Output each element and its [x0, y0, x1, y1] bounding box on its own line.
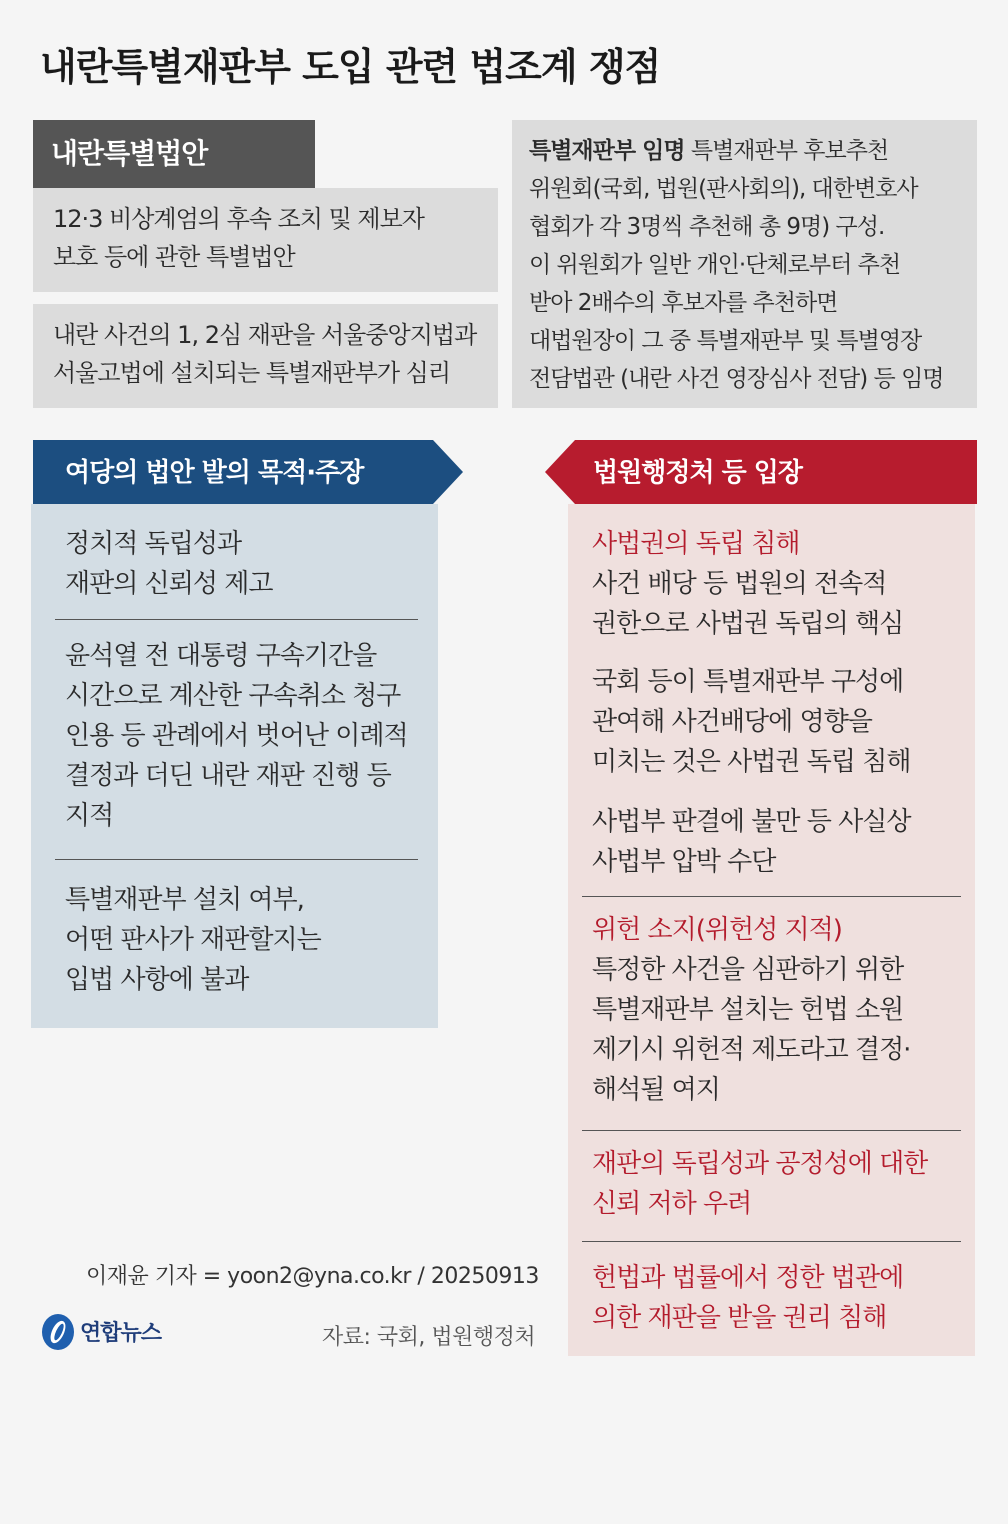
yonhap-logo-icon	[40, 1312, 76, 1352]
section-title: 사법권의 독립 침해	[592, 529, 800, 559]
court-admin-banner	[545, 440, 977, 504]
appointment-line: 받아 2배수의 후보자를 추천하면	[529, 290, 838, 316]
appointment-line: 특별재판부 후보추천	[684, 138, 889, 164]
appointment-label: 특별재판부 임명	[529, 138, 685, 164]
bill-scope-line: 내란 사건의 1, 2심 재판을 서울중앙지법과	[53, 321, 477, 349]
ruling-party-point: 특별재판부 설치 여부, 어떤 판사가 재판할지는 입법 사항에 불과	[65, 885, 321, 995]
appointment-line: 위원회(국회, 법원(판사회의), 대한변호사	[529, 176, 918, 202]
bill-summary-box	[33, 188, 498, 292]
divider	[582, 1130, 961, 1131]
court-admin-section: 헌법과 법률에서 정한 법관에 의한 재판을 받을 권리 침해	[592, 1263, 904, 1333]
ruling-party-point: 정치적 독립성과 재판의 신뢰성 제고	[65, 529, 273, 599]
appointment-line: 전담법관 (내란 사건 영장심사 전담) 등 임명	[529, 366, 944, 392]
bill-summary-line: 12·3 비상계엄의 후속 조치 및 제보자	[53, 205, 424, 233]
logo-text: 연합뉴스	[80, 1321, 162, 1346]
divider	[582, 1241, 961, 1242]
divider	[55, 859, 418, 860]
bill-scope-line: 서울고법에 설치되는 특별재판부가 심리	[53, 359, 451, 387]
appointment-line: 이 위원회가 일반 개인·단체로부터 추천	[529, 252, 901, 278]
court-admin-section: 위헌 소지(위헌성 지적) 특정한 사건을 심판하기 위한 특별재판부 설치는 헌법 소원 제기시 위헌적 제도라고 결정· 해석될 여지	[592, 910, 910, 1110]
ruling-party-panel	[31, 504, 438, 1028]
appointment-line: 대법원장이 그 중 특별재판부 및 특별영장	[529, 328, 922, 354]
reporter-credit: 이재윤 기자 = yoon2@yna.co.kr / 20250913	[86, 1264, 539, 1289]
ruling-party-banner-label: 여당의 법안 발의 목적·주장	[65, 458, 364, 488]
ruling-party-point: 윤석열 전 대통령 구속기간을 시간으로 계산한 구속취소 청구 인용 등 관례에서 벗어난 이례적 결정과 더딘 내란 재판 진행 등 지적	[65, 641, 408, 831]
court-admin-paragraph: 국회 등이 특별재판부 구성에 관여해 사건배당에 영향을 미치는 것은 사법권 독립 침해	[592, 667, 911, 777]
court-admin-paragraph: 사법부 판결에 불만 등 사실상 사법부 압박 수단	[592, 807, 911, 877]
bill-summary-line: 보호 등에 관한 특별법안	[53, 243, 295, 271]
bill-header: 내란특별법안	[33, 120, 315, 188]
page-title: 내란특별재판부 도입 관련 법조계 쟁점	[40, 45, 661, 89]
ruling-party-banner	[33, 440, 463, 504]
section-title: 위헌 소지(위헌성 지적)	[592, 915, 842, 945]
court-admin-section: 사법권의 독립 침해 사건 배당 등 법원의 전속적 권한으로 사법권 독립의 핵심	[592, 524, 903, 644]
court-admin-panel	[568, 504, 975, 1356]
divider	[582, 896, 961, 897]
court-admin-banner-label: 법원행정처 등 입장	[593, 458, 803, 488]
bill-scope-box	[33, 304, 498, 408]
appointment-box	[512, 120, 977, 408]
appointment-line: 협회가 각 3명씩 추천해 총 9명) 구성.	[529, 214, 885, 240]
court-admin-section: 재판의 독립성과 공정성에 대한 신뢰 저하 우려	[592, 1149, 928, 1219]
divider	[55, 619, 418, 620]
source-note: 자료: 국회, 법원행정처	[322, 1325, 536, 1350]
